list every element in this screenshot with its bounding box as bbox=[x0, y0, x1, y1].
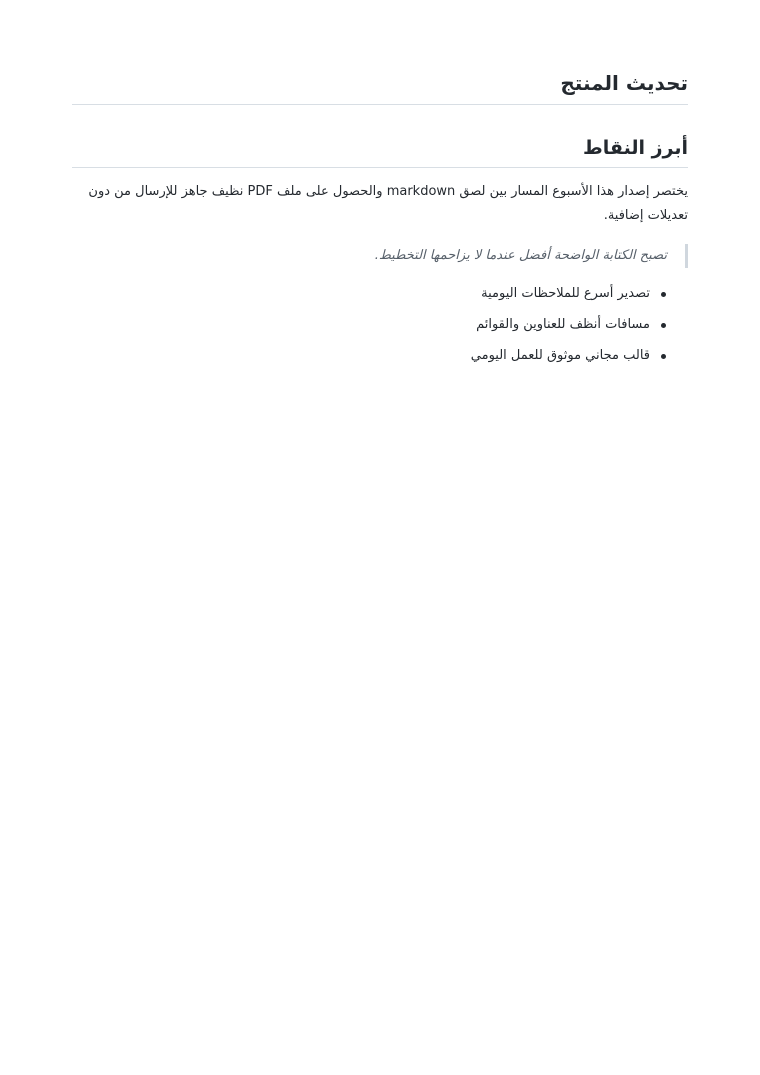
list-item bbox=[72, 344, 666, 368]
list-item-text: مسافات أنظف للعناوين والقوائم bbox=[476, 317, 650, 332]
section-heading: أبرز النقاط bbox=[72, 131, 688, 168]
bullet-icon bbox=[661, 323, 666, 328]
list-item-text: تصدير أسرع للملاحظات اليومية bbox=[481, 286, 650, 301]
list-item bbox=[72, 313, 666, 337]
bullet-icon bbox=[661, 292, 666, 297]
bullet-icon bbox=[661, 354, 666, 359]
blockquote: تصبح الكتابة الواضحة أفضل عندما لا يزاحمها التخطيط. bbox=[72, 244, 688, 268]
intro-paragraph: يختصر إصدار هذا الأسبوع المسار بين لصق markdown والحصول على ملف PDF نظيف جاهز للإرسال من دون تعديلات إضافية. bbox=[88, 184, 688, 223]
list-item bbox=[72, 282, 666, 306]
highlights-list bbox=[72, 282, 688, 368]
list-item-text: قالب مجاني موثوق للعمل اليومي bbox=[470, 348, 650, 363]
document-title: تحديث المنتج bbox=[72, 66, 688, 105]
